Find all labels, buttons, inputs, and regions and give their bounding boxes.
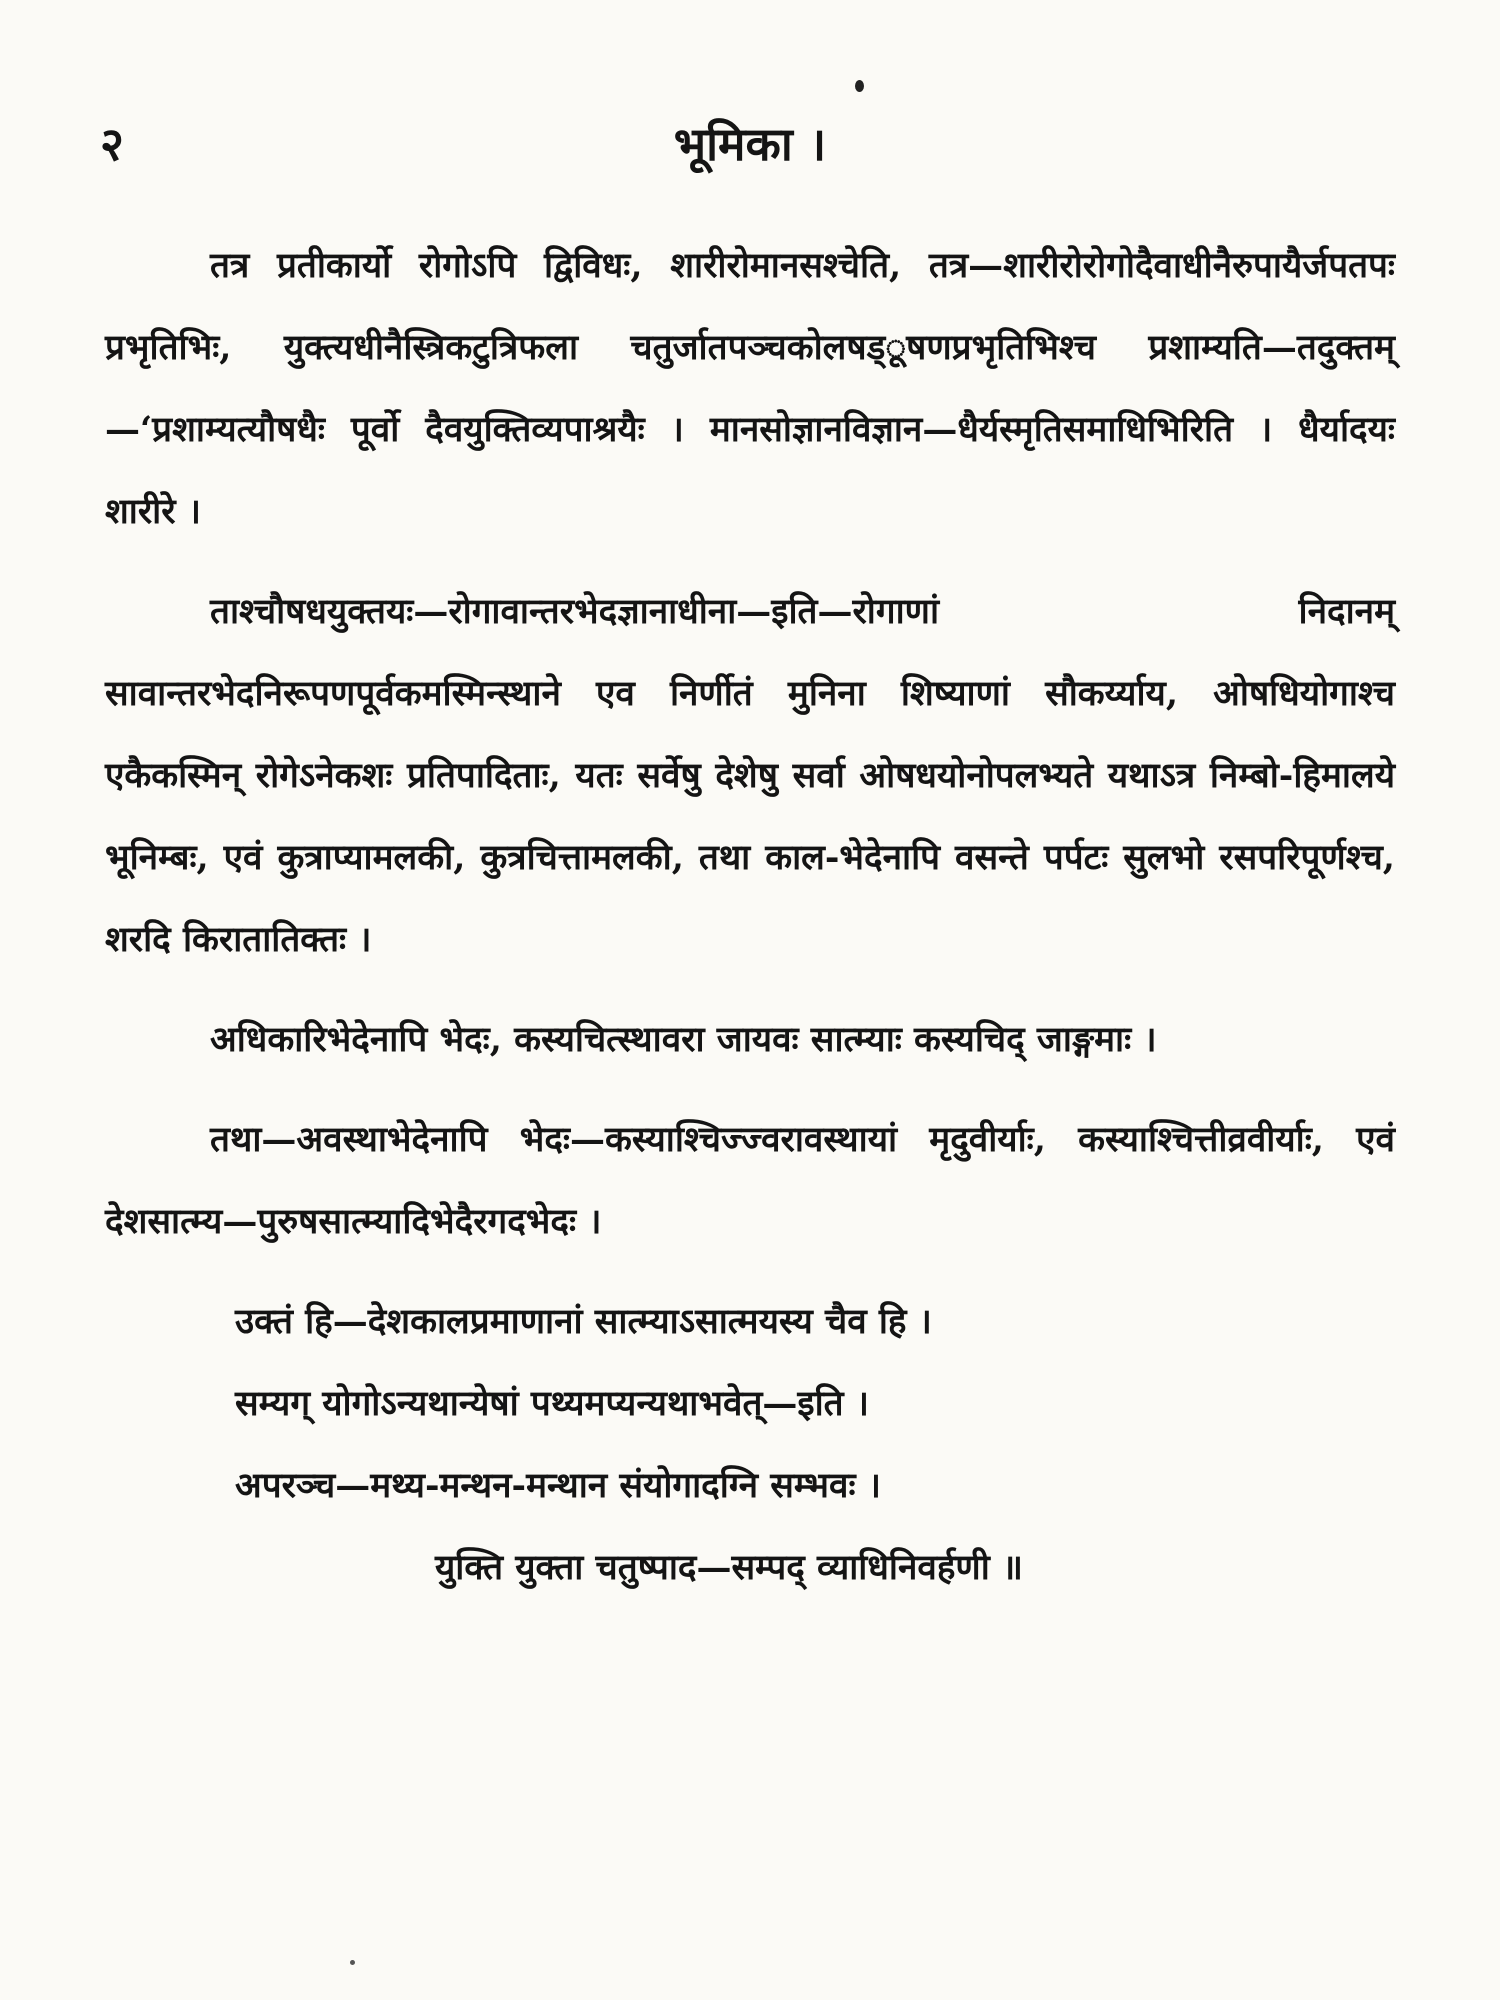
verse-line-3: अपरञ्च—मथ्य-मन्थन-मन्थान संयोगादग्नि सम्भवः । (235, 1465, 882, 1506)
paragraph-4: तथा—अवस्थाभेदेनापि भेदः—कस्याश्चिज्ज्वरावस्थायां मृदुवीर्याः, कस्याश्चित्तीव्रवीर्याः, एवं देशसात्म्य—पुरुषसात्म्यादिभेदैरगदभेदः । (105, 1119, 1395, 1242)
ink-speck (855, 80, 864, 92)
paragraph-2: ताश्चौषधयुक्तयः—रोगावान्तरभेदज्ञानाधीना—इति—रोगाणां निदानम् सावान्तरभेदनिरूपणपूर्वकमस्मिन्स्थाने एव निर्णीतं मुनिना शिष्याणां सौकर्य्याय, ओषधियोगाश्च एकैकस्मिन् रोगेऽनेकशः प्रतिपादिताः, यतः सर्वेषु देशेषु सर्वा ओषधयोनोपलभ्यते यथाऽत्र निम्बो-हिमालये भूनिम्बः, एवं कुत्राप्यामलकी, कुत्रचित्तामलकी, तथा काल-भेदेनापि वसन्ते पर्पटः सुलभो रसपरिपूर्णश्च, शरदि किरातातिक्तः । (105, 591, 1395, 960)
verse-block (105, 1281, 1395, 1609)
page-header (100, 112, 1400, 192)
paragraph-3: अधिकारिभेदेनापि भेदः, कस्यचित्स्थावरा जायवः सात्म्याः कस्यचिद् जाङ्गमाः । (210, 1019, 1157, 1060)
ink-speck-small (350, 1960, 355, 1965)
verse-line-4: युक्ति युक्ता चतुष्पाद—सम्पद् व्याधिनिवर्हणी ॥ (435, 1547, 1023, 1588)
page-number: २ (100, 117, 124, 171)
verse-line-2: सम्यग् योगोऽन्यथान्येषां पथ्यमप्यन्यथाभवेत्—इति । (235, 1383, 870, 1424)
paragraph-1: तत्र प्रतीकार्यो रोगोऽपि द्विविधः, शारीरोमानसश्चेति, तत्र—शारीरोरोगोदैवाधीनैरुपायैर्जपतपः प्रभृतिभिः, युक्त्यधीनैस्त्रिकटुत्रिफला चतुर्जातपञ्चकोलषड्ूषणप्रभृतिभिश्च प्रशाम्यति—तदुक्तम्—‘प्रशाम्यत्यौषधैः पूर्वो दैवयुक्तिव्यपाश्रयैः । मानसोज्ञानविज्ञान—धैर्यस्मृतिसमाधिभिरिति । धैर्यादयः शारीरे । (105, 245, 1395, 532)
running-title: भूमिका । (673, 117, 827, 171)
verse-line-1: उक्तं हि—देशकालप्रमाणानां सात्म्याऽसात्मयस्य चैव हि । (235, 1301, 932, 1342)
page-body (105, 225, 1395, 1609)
